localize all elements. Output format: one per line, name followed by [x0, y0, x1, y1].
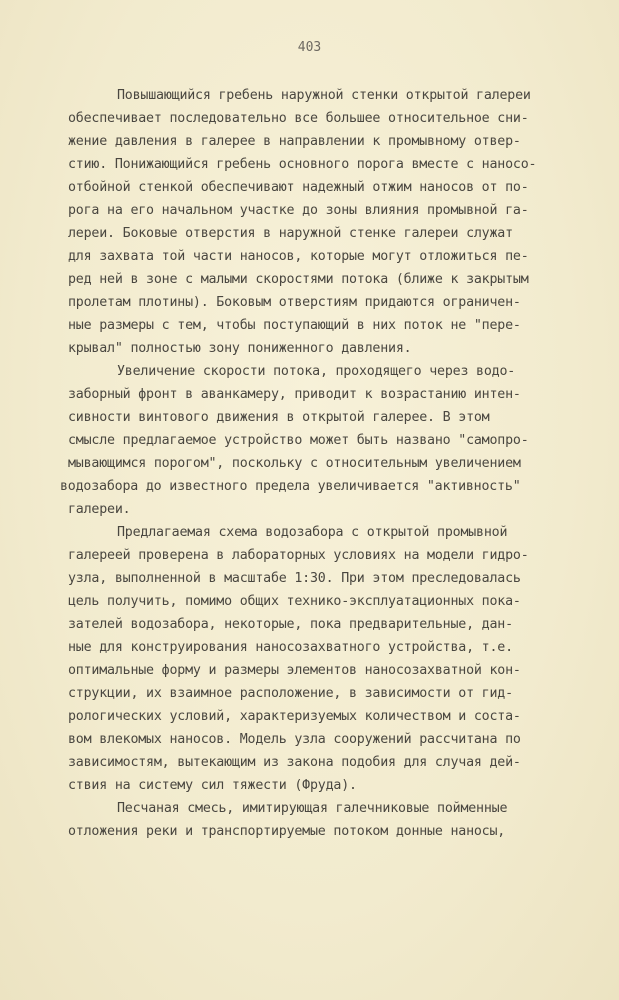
text-line: для захвата той части наносов, которые могут отложиться пе-	[68, 249, 529, 264]
text-line: зателей водозабора, некоторые, пока предварительные, дан-	[68, 617, 513, 632]
text-line: ствия на систему сил тяжести (Фруда).	[68, 778, 357, 793]
page-number: 403	[297, 40, 322, 55]
text-line: крывал" полностью зону пониженного давления.	[68, 341, 412, 356]
text-line: смысле предлагаемое устройство может быть названо "самопро-	[68, 433, 529, 448]
text-line: Повышающийся гребень наружной стенки открытой галереи	[117, 88, 531, 103]
text-line: Песчаная смесь, имитирующая галечниковые пойменные	[117, 801, 508, 816]
text-line: галереей проверена в лабораторных условиях на модели гидро-	[68, 548, 529, 563]
text-line: лереи. Боковые отверстия в наружной стенке галереи служат	[68, 226, 513, 241]
text-line: зависимостям, вытекающим из закона подобия для случая дей-	[68, 755, 521, 770]
text-line: рологических условий, характеризуемых количеством и соста-	[68, 709, 521, 724]
text-line: Увеличение скорости потока, проходящего через водо-	[117, 364, 516, 379]
text-line: узла, выполненной в масштабе 1:30. При этом преследовалась	[68, 571, 521, 586]
text-line: жение давления в галерее в направлении к промывному отвер-	[68, 134, 521, 149]
text-line: галереи.	[68, 502, 131, 517]
text-line: вом влекомых наносов. Модель узла сооружений рассчитана по	[68, 732, 521, 747]
text-line: отбойной стенкой обеспечивают надежный отжим наносов от по-	[68, 180, 529, 195]
text-line: ные для конструирования наносозахватного устройства, т.е.	[68, 640, 513, 655]
text-line: оптимальные форму и размеры элементов наносозахватной кон-	[68, 663, 521, 678]
text-line: отложения реки и транспортируемые потоком донные наносы,	[68, 824, 506, 839]
text-line: стию. Понижающийся гребень основного порога вместе с наносо-	[68, 157, 537, 172]
text-line: рога на его начальном участке до зоны влияния промывной га-	[68, 203, 529, 218]
text-line: водозабора до известного предела увеличивается "активность"	[60, 479, 521, 494]
text-line: струкции, их взаимное расположение, в зависимости от гид-	[68, 686, 513, 701]
text-line: заборный фронт в аванкамеру, приводит к возрастанию интен-	[68, 387, 521, 402]
text-line: цель получить, помимо общих технико-эксплуатационных пока-	[68, 594, 521, 609]
text-line: мывающимся порогом", поскольку с относительным увеличением	[68, 456, 521, 471]
text-line: обеспечивает последовательно все большее относительное сни-	[68, 111, 529, 126]
text-line: ред ней в зоне с малыми скоростями потока (ближе к закрытым	[68, 272, 529, 287]
text-line: ные размеры с тем, чтобы поступающий в них поток не "пере-	[68, 318, 521, 333]
text-line: сивности винтового движения в открытой галерее. В этом	[68, 410, 490, 425]
text-line: пролетам плотины). Боковым отверстиям придаются ограничен-	[68, 295, 521, 310]
text-line: Предлагаемая схема водозабора с открытой промывной	[117, 525, 508, 540]
